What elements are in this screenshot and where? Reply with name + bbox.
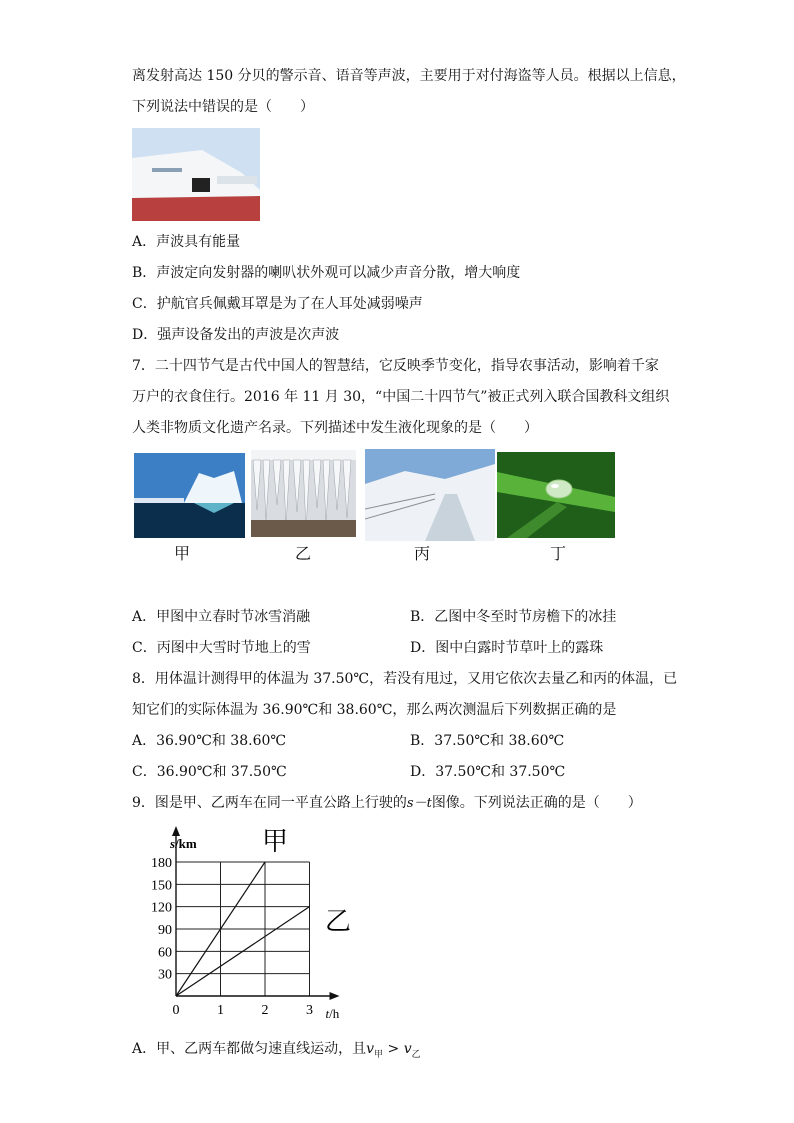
gt-sign: > (383, 1041, 404, 1057)
q7-stem-line3: 人类非物质文化遗产名录。下列描述中发生液化现象的是（ ） (132, 420, 538, 436)
q7-option-c: C．丙图中大雪时节地上的雪 (132, 640, 311, 656)
q7-stem-line1: 7．二十四节气是古代中国人的智慧结，它反映季节变化，指导农事活动，影响着千家 (132, 358, 659, 374)
x-tick-label: 3 (306, 1003, 313, 1018)
y-axis-arrow (172, 826, 180, 836)
q6-option-d: D．强声设备发出的声波是次声波 (132, 327, 340, 343)
photo-ding-dewdrop (497, 452, 615, 538)
y-tick-label: 120 (151, 900, 172, 916)
q9-stem-pre: 9．图是甲、乙两车在同一平直公路上行驶的 (132, 795, 407, 811)
series-label-jia: 甲 (262, 827, 289, 857)
q7-option-d: D．图中白露时节草叶上的露珠 (410, 640, 604, 656)
caption-bing: 丙 (413, 544, 430, 563)
q8-option-c: C．36.90℃和 37.50℃ (132, 764, 287, 780)
q7-option-a: A．甲图中立春时节冰雪消融 (132, 609, 311, 625)
q6-option-a: A．声波具有能量 (132, 234, 241, 250)
q6-stem-line1: 离发射高达 150 分贝的警示音、语音等声波，主要用于对付海盗等人员。根据以上信息， (132, 68, 686, 84)
q8-option-d: D．37.50℃和 37.50℃ (410, 764, 566, 780)
y-tick-label: 180 (151, 856, 172, 871)
y-tick-label: 150 (151, 878, 172, 894)
x-axis-arrow (330, 992, 340, 1000)
st-graph (140, 818, 370, 1028)
sub-jia: 甲 (374, 1049, 384, 1060)
q8-option-a: A．36.90℃和 38.60℃ (132, 733, 287, 749)
q8-stem-line1: 8．用体温计测得甲的体温为 37.50℃，若没有甩过，又用它依次去量乙和丙的体温，已 (132, 671, 678, 687)
ship-photo (132, 128, 260, 221)
photo-jia-iceberg (134, 453, 245, 538)
q9-option-a (132, 1039, 421, 1065)
x-tick-label: 1 (217, 1003, 224, 1018)
series-label-yi: 乙 (325, 907, 352, 937)
x-tick-label: 0 (172, 1003, 180, 1018)
caption-yi: 乙 (294, 544, 311, 563)
y-tick-label: 30 (158, 967, 172, 983)
photo-bing-snow-road (365, 449, 495, 541)
x-axis-label: t/h (325, 1006, 340, 1021)
v-jia: v (366, 1041, 375, 1057)
caption-jia: 甲 (173, 544, 190, 563)
q6-stem-line2: 下列说法中错误的是（ ） (132, 99, 314, 115)
q9-stem (132, 793, 642, 814)
q9-stem-var: s－t (406, 796, 432, 811)
y-tick-label: 90 (158, 923, 172, 938)
x-tick-label: 2 (261, 1003, 269, 1018)
v-yi: v (403, 1041, 412, 1057)
q6-option-c: C．护航官兵佩戴耳罩是为了在人耳处减弱噪声 (132, 296, 423, 312)
sub-yi: 乙 (411, 1049, 421, 1060)
y-tick-label: 60 (158, 945, 172, 961)
caption-ding: 丁 (549, 544, 566, 563)
q9-stem-post: 图像。下列说法正确的是（ ） (431, 795, 642, 811)
q8-option-b: B．37.50℃和 38.60℃ (410, 733, 565, 749)
q9-option-a-text: A．甲、乙两车都做匀速直线运动，且 (132, 1041, 367, 1057)
q7-option-b: B．乙图中冬至时节房檐下的冰挂 (410, 609, 617, 625)
q8-stem-line2: 知它们的实际体温为 36.90℃和 38.60℃，那么两次测温后下列数据正确的是 (132, 702, 617, 718)
q6-option-b: B．声波定向发射器的喇叭状外观可以减少声音分散，增大响度 (132, 265, 521, 281)
y-axis-label: s/km (170, 836, 197, 851)
q7-stem-line2: 万户的衣食住行。2016 年 11 月 30，“中国二十四节气”被正式列入联合国教科文组织 (132, 389, 670, 405)
photo-yi-icicles (251, 450, 356, 537)
